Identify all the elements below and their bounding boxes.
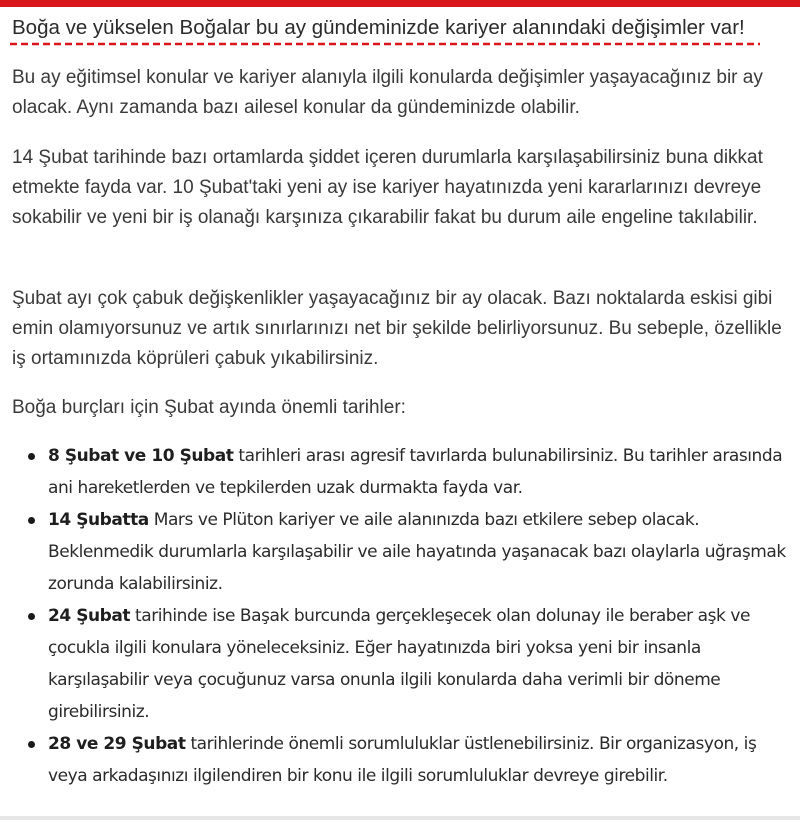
date-label: 8 Şubat ve 10 Şubat bbox=[48, 446, 234, 466]
bullet-icon bbox=[28, 517, 35, 524]
important-dates-list bbox=[48, 440, 793, 792]
list-item bbox=[48, 504, 793, 600]
date-label: 28 ve 29 Şubat bbox=[48, 734, 186, 754]
item-text: tarihleri arası agresif tavırlarda bulunabilirsiniz. Bu tarihler arasında ani hareketlerden ve tepkilerden uzak durmakta fayda var. bbox=[48, 446, 783, 498]
list-item bbox=[48, 728, 793, 792]
top-accent-bar bbox=[0, 0, 800, 7]
paragraph-1: Bu ay eğitimsel konular ve kariyer alanıyla ilgili konularda değişimler yaşayacağınız bir ay olacak. Aynı zamanda bazı ailesel konular da gündeminizde olabilir. bbox=[12, 67, 763, 118]
bullet-icon bbox=[28, 453, 35, 460]
date-label: 24 Şubat bbox=[48, 606, 131, 626]
paragraph-3: Şubat ayı çok çabuk değişkenlikler yaşayacağınız bir ay olacak. Bazı noktalarda eskisi gibi emin olamıyorsunuz ve artık sınırlarınızı net bir şekilde belirliyorsunuz. Bu sebeple, özellikle iş ortamınızda köprüleri çabuk yıkabilirsiniz. bbox=[12, 288, 782, 369]
item-text: tarihlerinde önemli sorumluluklar üstlenebilirsiniz. Bir organizasyon, iş veya arkadaşınızı ilgilendiren bir konu ile ilgili sorumluluklar devreye girebilir. bbox=[48, 734, 757, 786]
spellcheck-underline bbox=[10, 40, 760, 48]
bottom-divider bbox=[0, 816, 800, 820]
item-text: Mars ve Plüton kariyer ve aile alanınızda bazı etkilere sebep olacak. Beklenmedik durumlarla karşılaşabilir ve aile hayatında yaşanacak bazı olaylarla uğraşmak zorunda kalabilirsiniz. bbox=[48, 510, 786, 594]
article-headline: Boğa ve yükselen Boğalar bu ay gündeminizde kariyer alanındaki değişimler var! bbox=[12, 16, 745, 39]
date-label: 14 Şubatta bbox=[48, 510, 149, 530]
list-item bbox=[48, 440, 793, 504]
bullet-icon bbox=[28, 741, 35, 748]
paragraph-4-dates-intro: Boğa burçları için Şubat ayında önemli tarihler: bbox=[12, 397, 406, 418]
list-item bbox=[48, 600, 793, 728]
bullet-icon bbox=[28, 613, 35, 620]
item-text: tarihinde ise Başak burcunda gerçekleşecek olan dolunay ile beraber aşk ve çocukla ilgili konulara yöneleceksiniz. Eğer hayatınızda biri yoksa yeni bir insanla karşılaşabilir veya çocuğunuz varsa onunla ilgili konularda daha verimli bir döneme girebilirsiniz. bbox=[48, 606, 750, 722]
paragraph-2: 14 Şubat tarihinde bazı ortamlarda şiddet içeren durumlarla karşılaşabilirsiniz buna dikkat etmekte fayda var. 10 Şubat'taki yeni ay ise kariyer hayatınızda yeni kararlarınızı devreye sokabilir ve yeni bir iş olanağı karşınıza çıkarabilir fakat bu durum aile engeline takılabilir. bbox=[12, 147, 763, 228]
